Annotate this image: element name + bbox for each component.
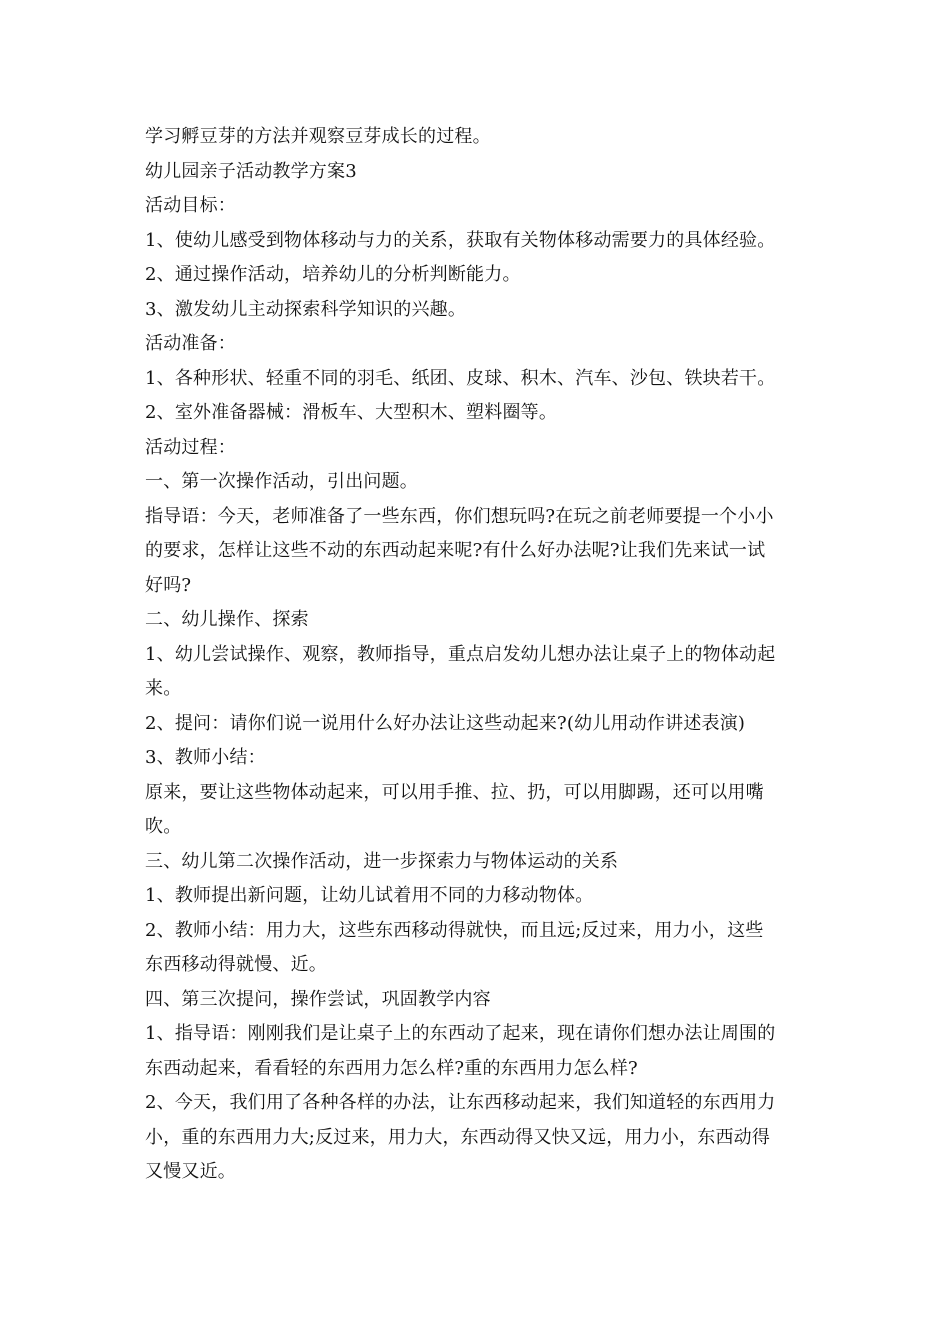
text-line: 好吗? bbox=[145, 574, 192, 596]
document-body bbox=[145, 120, 810, 1190]
text-line: 1、各种形状、轻重不同的羽毛、纸团、皮球、积木、汽车、沙包、铁块若干。 bbox=[145, 367, 776, 389]
text-line: 四、第三次提问，操作尝试，巩固教学内容 bbox=[145, 988, 491, 1010]
text-line: 一、第一次操作活动，引出问题。 bbox=[145, 471, 418, 492]
text-line: 原来，要让这些物体动起来，可以用手推、拉、扔，可以用脚踢，还可以用嘴 bbox=[145, 781, 764, 803]
section-title: 幼儿园亲子活动教学方案3 bbox=[145, 160, 357, 182]
text-line: 1、使幼儿感受到物体移动与力的关系，获取有关物体移动需要力的具体经验。 bbox=[145, 229, 776, 251]
text-line: 来。 bbox=[145, 678, 182, 699]
text-line: 3、教师小结： bbox=[145, 747, 266, 768]
text-line: 又慢又近。 bbox=[145, 1161, 236, 1182]
text-line: 的要求，怎样让这些不动的东西动起来呢?有什么好办法呢?让我们先来试一试 bbox=[145, 540, 766, 561]
text-line: 小，重的东西用力大;反过来，用力大，东西动得又快又远，用力小，东西动得 bbox=[145, 1126, 771, 1148]
text-line: 2、今天，我们用了各种各样的办法，让东西移动起来，我们知道轻的东西用力 bbox=[145, 1092, 776, 1113]
text-line: 2、提问：请你们说一说用什么好办法让这些动起来?(幼儿用动作讲述表演) bbox=[145, 712, 746, 734]
text-line: 学习孵豆芽的方法并观察豆芽成长的过程。 bbox=[145, 126, 491, 147]
text-line: 2、室外准备器械：滑板车、大型积木、塑料圈等。 bbox=[145, 402, 558, 423]
text-line: 东西移动得就慢、近。 bbox=[145, 954, 327, 975]
text-line: 1、幼儿尝试操作、观察，教师指导，重点启发幼儿想办法让桌子上的物体动起 bbox=[145, 643, 776, 665]
text-line: 2、教师小结：用力大，这些东西移动得就快，而且远;反过来，用力小，这些 bbox=[145, 919, 764, 941]
text-line: 东西动起来，看看轻的东西用力怎么样?重的东西用力怎么样? bbox=[145, 1057, 638, 1079]
text-line: 3、激发幼儿主动探索科学知识的兴趣。 bbox=[145, 298, 467, 320]
text-line: 吹。 bbox=[145, 816, 182, 837]
text-line: 二、幼儿操作、探索 bbox=[145, 609, 309, 630]
text-line: 1、教师提出新问题，让幼儿试着用不同的力移动物体。 bbox=[145, 885, 594, 906]
text-line: 2、通过操作活动，培养幼儿的分析判断能力。 bbox=[145, 264, 521, 285]
text-line: 1、指导语：刚刚我们是让桌子上的东西动了起来，现在请你们想办法让周围的 bbox=[145, 1023, 776, 1044]
text-line: 三、幼儿第二次操作活动，进一步探索力与物体运动的关系 bbox=[145, 850, 619, 872]
heading-process: 活动过程： bbox=[145, 436, 236, 458]
heading-preparation: 活动准备： bbox=[145, 333, 236, 354]
text-line: 指导语：今天，老师准备了一些东西，你们想玩吗?在玩之前老师要提一个小小 bbox=[145, 505, 774, 527]
heading-goals: 活动目标： bbox=[145, 195, 236, 216]
